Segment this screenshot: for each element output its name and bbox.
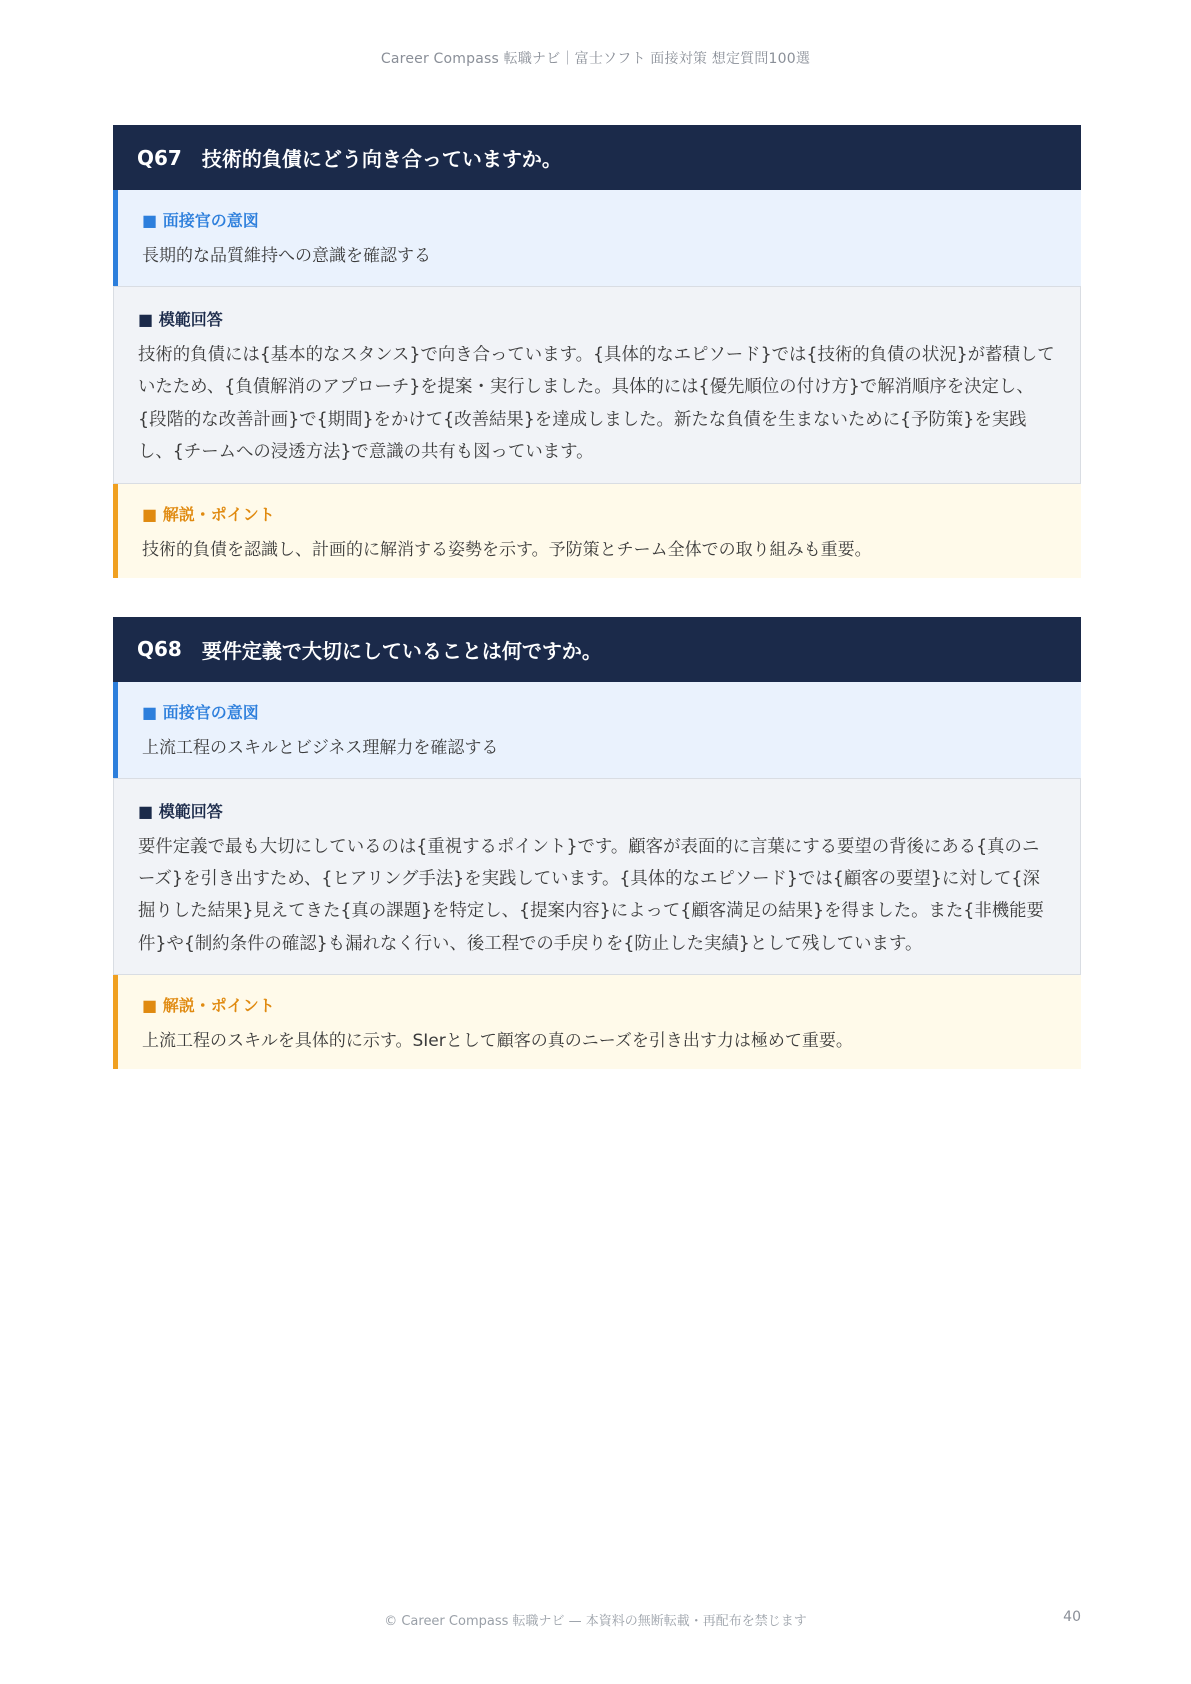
intent-text: 長期的な品質維持への意識を確認する <box>142 246 431 266</box>
model-answer-section <box>113 286 1081 484</box>
qa-card-q67 <box>113 125 1081 578</box>
main-content <box>113 125 1081 1108</box>
answer-label: ■ 模範回答 <box>138 310 223 329</box>
explanation-point-section <box>113 484 1081 578</box>
answer-text: 要件定義で最も大切にしているのは{重視するポイント}です。顧客が表面的に言葉にする要望の背後にある{真のニーズ}を引き出すため、{ヒアリング手法}を実践しています。{具体的なエピソード}では{顧客の要望}に対して{深掘りした結果}見えてきた{真の課題}を特定し、{提案内容}によって{顧客満足の結果}を得ました。また{非機能要件}や{制約条件の確認}も漏れなく行い、後工程での手戻りを{防止した実績}として残しています。 <box>138 836 1044 954</box>
page-header: Career Compass 転職ナビ｜富士ソフト 面接対策 想定質問100選 <box>380 51 811 67</box>
point-label: ■ 解説・ポイント <box>142 504 275 524</box>
page-footer: © Career Compass 転職ナビ — 本資料の無断転載・再配布を禁じます <box>384 1614 807 1629</box>
model-answer-section <box>113 778 1081 976</box>
question-number: Q68 <box>137 637 182 662</box>
question-text: 技術的負債にどう向き合っていますか。 <box>201 147 562 171</box>
answer-label: ■ 模範回答 <box>138 801 223 821</box>
point-label: ■ 解説・ポイント <box>142 996 275 1016</box>
interviewer-intent-section <box>113 190 1081 286</box>
point-text: 上流工程のスキルを具体的に示す。SIerとして顧客の真のニーズを引き出す力は極めて重要。 <box>142 1031 853 1052</box>
intent-label: ■ 面接官の意図 <box>142 211 259 230</box>
page-number: 40 <box>1063 1609 1081 1625</box>
qa-card-q68 <box>113 617 1081 1070</box>
point-text: 技術的負債を認識し、計画的に解消する姿勢を示す。予防策とチーム全体での取り組みも重要。 <box>142 539 872 560</box>
intent-text: 上流工程のスキルとビジネス理解力を確認する <box>142 737 499 758</box>
answer-text: 技術的負債には{基本的なスタンス}で向き合っています。{具体的なエピソード}では{技術的負債の状況}が蓄積していたため、{負債解消のアプローチ}を提案・実行しました。具体的には{優先順位の付け方}で解消順序を決定し、{段階的な改善計画}で{期間}をかけて{改善結果}を達成しました。新たな負債を生まないために{予防策}を実践し、{チームへの浸透方法}で意識の共有も図っています。 <box>138 345 1055 463</box>
explanation-point-section <box>113 975 1081 1069</box>
intent-label: ■ 面接官の意図 <box>142 702 259 722</box>
question-text: 要件定義で大切にしていることは何ですか。 <box>201 638 602 663</box>
question-header <box>113 617 1081 682</box>
interviewer-intent-section <box>113 682 1081 778</box>
question-header <box>113 125 1081 190</box>
question-number: Q67 <box>137 145 182 170</box>
